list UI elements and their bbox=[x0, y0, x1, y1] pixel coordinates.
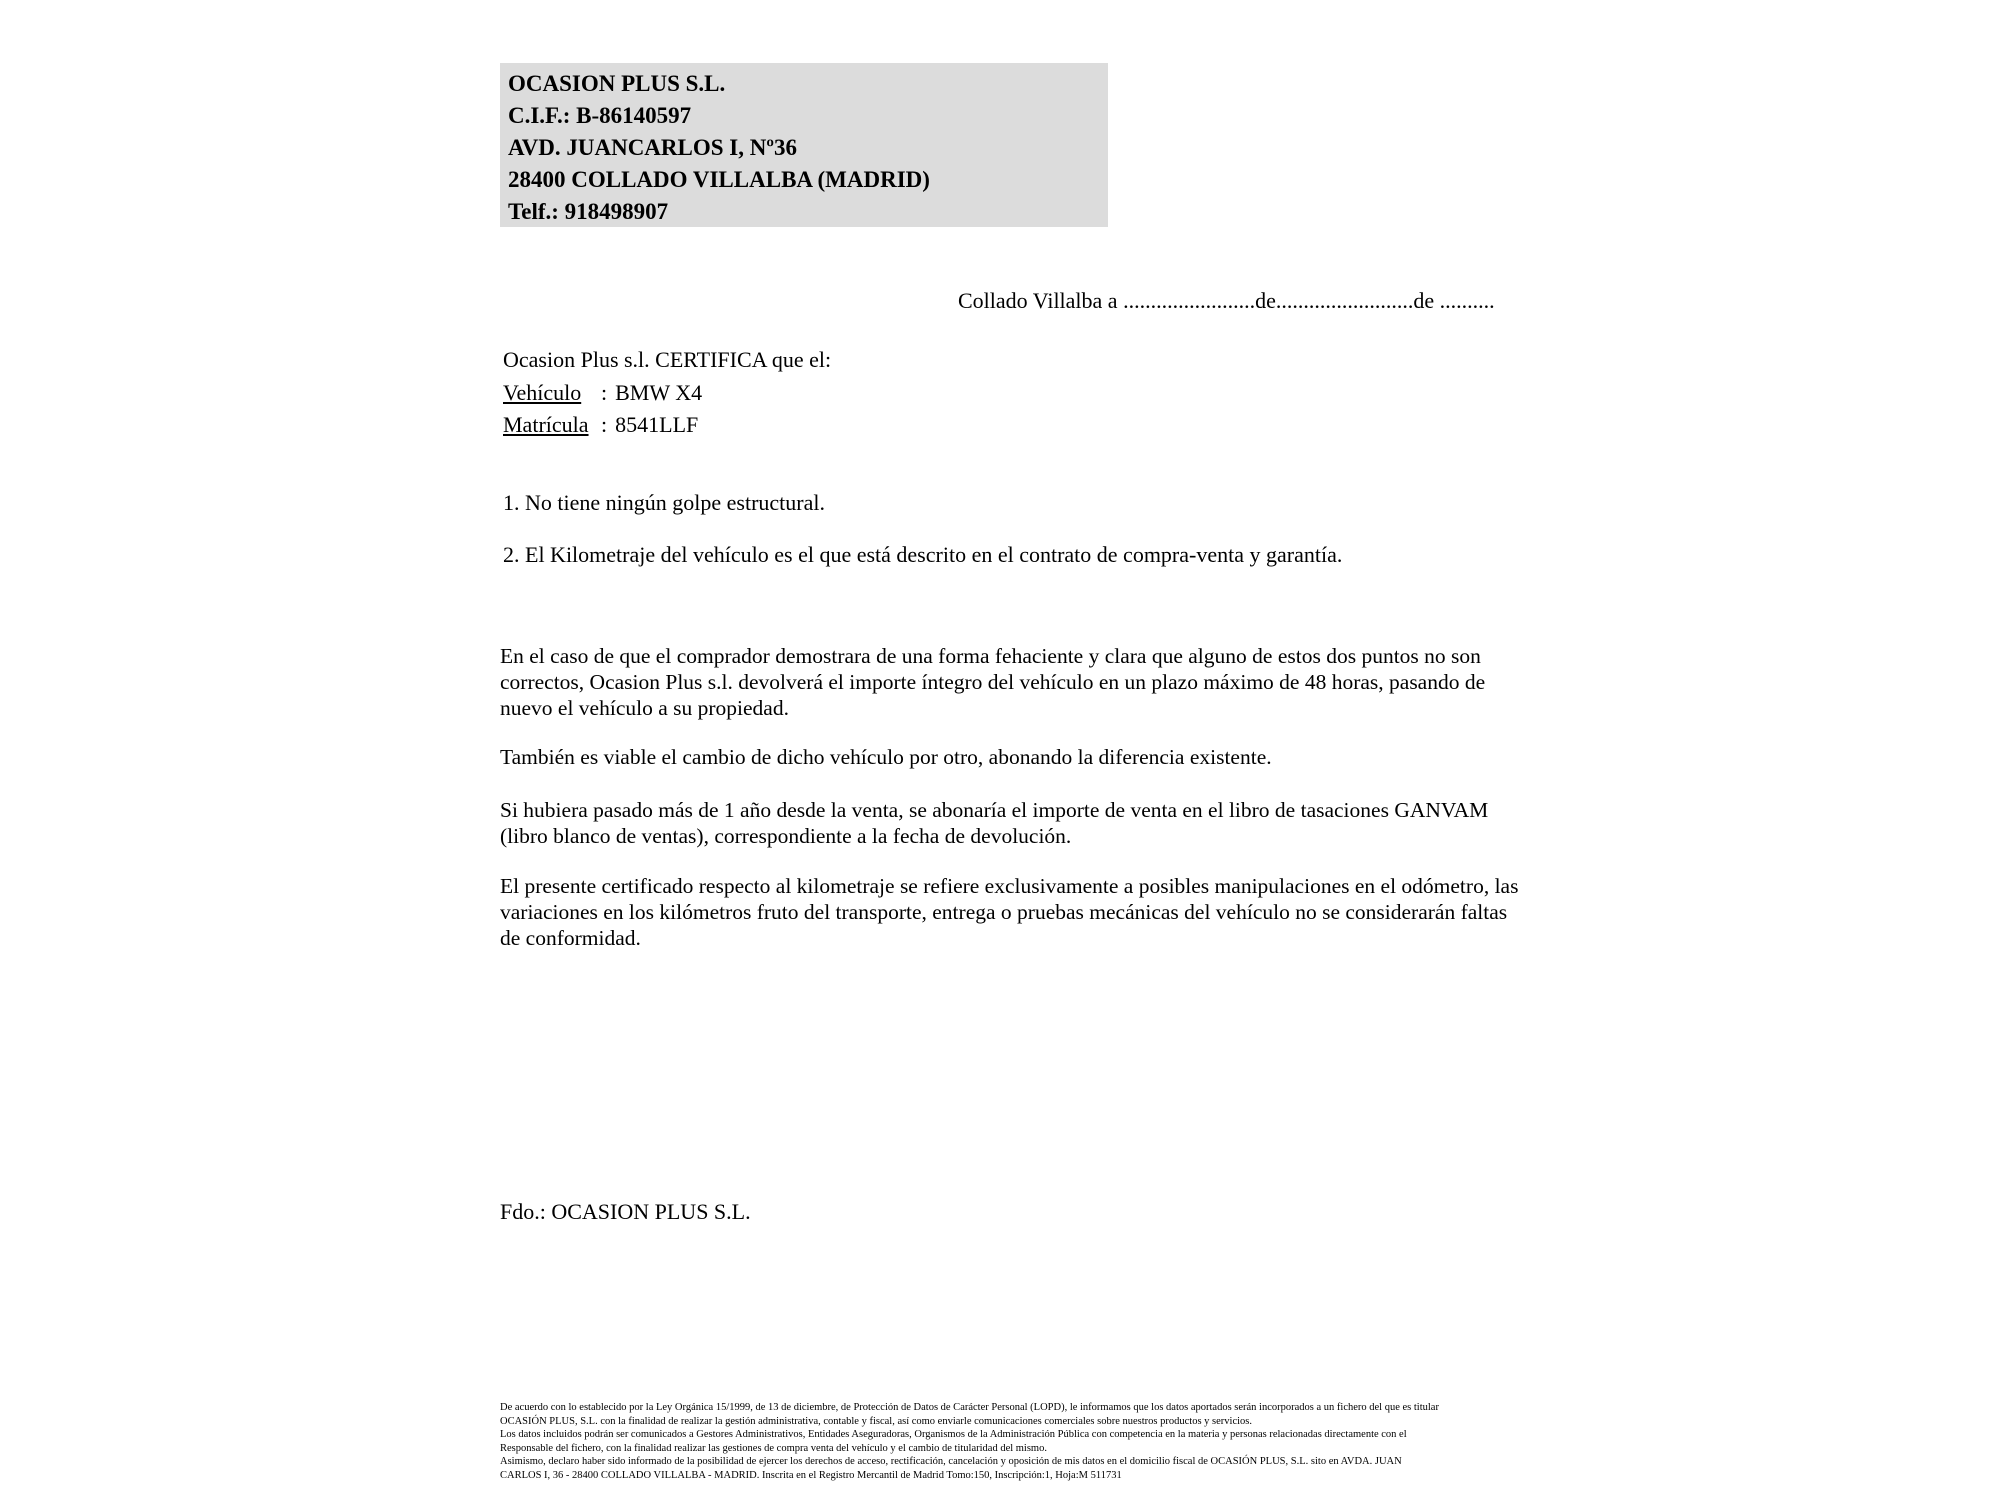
plate-field bbox=[503, 412, 698, 438]
company-city: 28400 COLLADO VILLALBA (MADRID) bbox=[508, 167, 930, 192]
legal-line: Responsable del fichero, con la finalidad realizar las gestiones de compra venta del vehículo y el cambio de titularidad del mismo. bbox=[500, 1442, 1047, 1454]
vehicle-field bbox=[503, 380, 702, 406]
legal-line: Asimismo, declaro haber sido informado de la posibilidad de ejercer los derechos de acceso, rectificación, cancelación y oposición de mis datos en el domicilio fiscal de OCASIÓN PLUS, S.L. sito en AVDA. JUAN bbox=[500, 1456, 1402, 1467]
plate-value: 8541LLF bbox=[615, 412, 699, 437]
paragraph-odometer: El presente certificado respecto al kilometraje se refiere exclusivamente a posibles manipulaciones en el odómetro, las variaciones en los kilómetros fruto del transporte, entrega o pruebas mecánicas del vehículo no se considerarán faltas de conformidad. bbox=[500, 874, 1519, 950]
legal-footer bbox=[500, 1401, 1540, 1482]
company-phone: Telf.: 918498907 bbox=[508, 199, 669, 224]
company-cif: C.I.F.: B-86140597 bbox=[508, 103, 692, 128]
vehicle-separator: : bbox=[601, 380, 608, 405]
point-structural: 1. No tiene ningún golpe estructural. bbox=[503, 490, 825, 515]
company-name: OCASION PLUS S.L. bbox=[508, 71, 726, 96]
vehicle-label: Vehículo bbox=[503, 380, 582, 405]
paragraph-ganvam: Si hubiera pasado más de 1 año desde la venta, se abonaría el importe de venta en el libro de tasaciones GANVAM (libro blanco de ventas), correspondiente a la fecha de devolución. bbox=[500, 798, 1489, 848]
date-line: Collado Villalba a ........................de.........................de .......... bbox=[958, 288, 1495, 313]
point-mileage: 2. El Kilometraje del vehículo es el que está descrito en el contrato de compra-venta y garantía. bbox=[503, 542, 1343, 567]
company-info-box bbox=[500, 63, 1108, 227]
vehicle-value: BMW X4 bbox=[615, 380, 703, 405]
signature-line: Fdo.: OCASION PLUS S.L. bbox=[500, 1199, 751, 1224]
legal-line: CARLOS I, 36 - 28400 COLLADO VILLALBA - MADRID. Inscrita en el Registro Mercantil de Madrid Tomo:150, Inscripción:1, Hoja:M 511731 bbox=[500, 1469, 1122, 1481]
paragraph-exchange: También es viable el cambio de dicho vehículo por otro, abonando la diferencia existente. bbox=[500, 745, 1272, 769]
legal-line: Los datos incluidos podrán ser comunicados a Gestores Administrativos, Entidades Aseguradoras, Organismos de la Administración Pública con competencia en la materia y personas relacionadas directamente con el bbox=[500, 1429, 1407, 1440]
paragraph-refund: En el caso de que el comprador demostrara de una forma fehaciente y clara que alguno de estos dos puntos no son correctos, Ocasion Plus s.l. devolverá el importe íntegro del vehículo en un plazo máximo de 48 horas, pasando de nuevo el vehículo a su propiedad. bbox=[500, 644, 1486, 720]
company-address: AVD. JUANCARLOS I, Nº36 bbox=[508, 135, 797, 160]
certification-intro: Ocasion Plus s.l. CERTIFICA que el: bbox=[503, 347, 832, 372]
legal-line: De acuerdo con lo establecido por la Ley Orgánica 15/1999, de 13 de diciembre, de Protección de Datos de Carácter Personal (LOPD), le informamos que los datos aportados serán incorporados a un fichero del que es titular bbox=[500, 1402, 1439, 1413]
plate-separator: : bbox=[601, 412, 608, 437]
legal-line: OCASIÓN PLUS, S.L. con la finalidad de realizar la gestión administrativa, contable y fiscal, así como enviarle comunicaciones comerciales sobre nuestros productos y servicios. bbox=[500, 1415, 1252, 1427]
plate-label: Matrícula bbox=[503, 412, 589, 437]
